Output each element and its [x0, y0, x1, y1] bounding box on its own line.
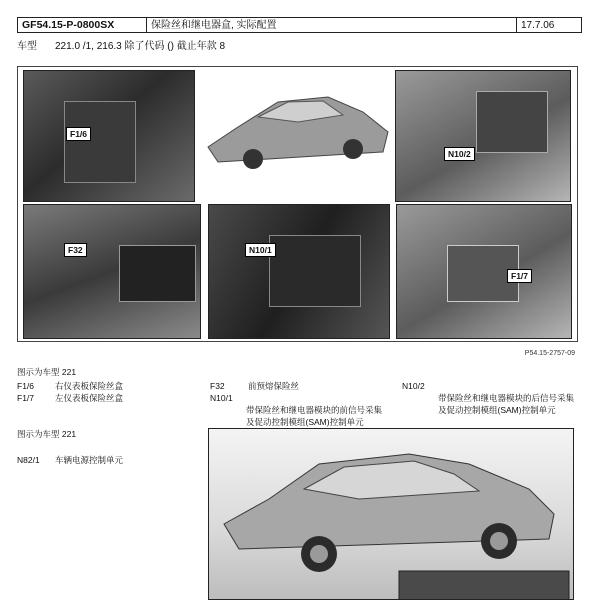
legend-text-n10-2: 带保险丝和继电器模块的后信号采集及促动控制模组(SAM)控制单元 — [438, 393, 575, 415]
legend-item — [17, 380, 123, 392]
legend-item — [210, 380, 299, 392]
photo-front-sam — [208, 204, 390, 339]
legend-text-n10-1: 带保险丝和继电器模块的前信号采集及促动控制模组(SAM)控制单元 — [246, 405, 383, 427]
legend-code-n10-1: N10/1 — [210, 393, 233, 403]
figure-caption: P54.15-2757-09 — [524, 350, 575, 357]
doc-title: 保险丝和继电器盒, 实际配置 — [147, 18, 517, 32]
model-value: 221.0 /1, 216.3 除了代码 () 截止年款 8 — [55, 41, 226, 52]
front-sam-module — [269, 235, 361, 307]
tag-f1-7: F1/7 — [507, 269, 532, 283]
photo-front-prefuse — [23, 204, 201, 339]
photo-left-dash-fusebox — [396, 204, 572, 339]
legend-text: 车辆电源控制单元 — [55, 455, 124, 465]
photo-right-dash-fusebox — [23, 70, 195, 202]
legend-code-n10-2: N10/2 — [402, 381, 425, 391]
legend-code: F32 — [210, 381, 225, 391]
tag-n10-1: N10/1 — [245, 243, 276, 257]
legend-item — [17, 392, 123, 404]
legend-item — [17, 454, 123, 466]
legend-code: F1/6 — [17, 381, 35, 391]
doc-id: GF54.15-P-0800SX — [18, 18, 147, 32]
figure-car-power-unit — [208, 428, 574, 600]
tag-f1-6: F1/6 — [66, 127, 91, 141]
legend-code: N82/1 — [17, 455, 40, 465]
battery-shape — [119, 245, 196, 302]
header-table — [17, 17, 582, 33]
legend2-heading: 图示为车型 221 — [17, 429, 77, 439]
figure-fuse-locations — [17, 66, 578, 342]
car-illustration — [198, 77, 398, 187]
legend1-heading: 图示为车型 221 — [17, 367, 77, 377]
legend-text: 左仪表板保险丝盒 — [55, 393, 124, 403]
rear-sam-module — [476, 91, 548, 153]
legend-text: 前预熔保险丝 — [248, 381, 300, 391]
model-label: 车型 — [17, 41, 37, 52]
legend-code: F1/7 — [17, 393, 35, 403]
model-line — [17, 37, 225, 52]
fusebox-shape — [64, 101, 136, 183]
tag-f32: F32 — [64, 243, 87, 257]
car-large-illustration — [209, 429, 574, 600]
legend-text: 右仪表板保险丝盒 — [55, 381, 124, 391]
photo-rear-sam — [395, 70, 571, 202]
doc-date: 17.7.06 — [521, 20, 555, 31]
tag-n10-2: N10/2 — [444, 147, 475, 161]
